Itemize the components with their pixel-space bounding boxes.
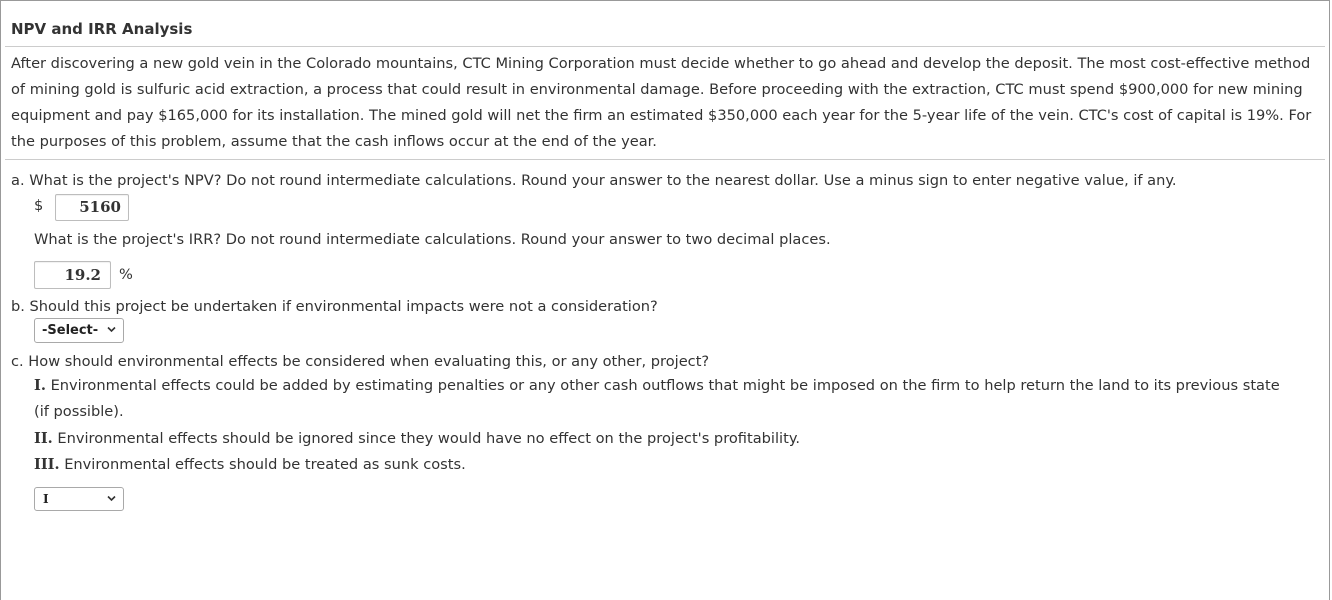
option-3 bbox=[34, 456, 466, 473]
undertake-select-value: -Select- bbox=[42, 323, 99, 338]
irr-input[interactable]: 19.2 bbox=[34, 261, 111, 289]
intro-divider bbox=[5, 159, 1325, 160]
environmental-question: c. How should environmental effects be considered when evaluating this, or any other, project? bbox=[11, 353, 710, 370]
chevron-down-icon bbox=[107, 495, 116, 502]
title-divider bbox=[5, 46, 1325, 47]
option-2-label: II. bbox=[34, 430, 53, 447]
npv-question: a. What is the project's NPV? Do not round intermediate calculations. Round your answer to the nearest dollar. Use a minus sign to enter negative value, if any. bbox=[11, 172, 1177, 189]
problem-intro: After discovering a new gold vein in the Colorado mountains, CTC Mining Corporation must decide whether to go ahead and develop the deposit. The most cost-effective method of mining gold is sulfuric acid extraction, a process that could result in environmental damage. Before proceeding with the extraction, CTC must spend $900,000 for new mining equipment and pay $165,000 for its installation. The mined gold will net the firm an estimated $350,000 each year for the 5-year life of the vein. CTC's cost of capital is 19%. For the purposes of this problem, assume that the cash inflows occur at the end of the year. bbox=[11, 55, 1312, 150]
chevron-down-icon bbox=[107, 326, 116, 333]
option-2 bbox=[34, 430, 800, 447]
irr-question: What is the project's IRR? Do not round intermediate calculations. Round your answer to two decimal places. bbox=[34, 231, 831, 248]
option-3-text: Environmental effects should be treated as sunk costs. bbox=[64, 456, 466, 473]
option-1-text: Environmental effects could be added by estimating penalties or any other cash outflows that might be imposed on the firm to help return the land to its previous state bbox=[50, 377, 1280, 394]
environmental-select-value: I bbox=[43, 492, 49, 506]
environmental-select[interactable] bbox=[34, 487, 124, 511]
percent-symbol: % bbox=[119, 266, 133, 283]
currency-symbol: $ bbox=[34, 197, 44, 214]
option-1 bbox=[34, 377, 1280, 394]
undertake-question: b. Should this project be undertaken if environmental impacts were not a consideration? bbox=[11, 298, 658, 315]
option-1-label: I. bbox=[34, 377, 46, 394]
npv-input[interactable]: 5160 bbox=[55, 194, 129, 221]
problem-title: NPV and IRR Analysis bbox=[11, 20, 193, 38]
option-1-continued: (if possible). bbox=[34, 403, 124, 420]
undertake-select[interactable] bbox=[34, 318, 124, 343]
option-2-text: Environmental effects should be ignored since they would have no effect on the project's profitability. bbox=[57, 430, 801, 447]
option-3-label: III. bbox=[34, 456, 60, 473]
